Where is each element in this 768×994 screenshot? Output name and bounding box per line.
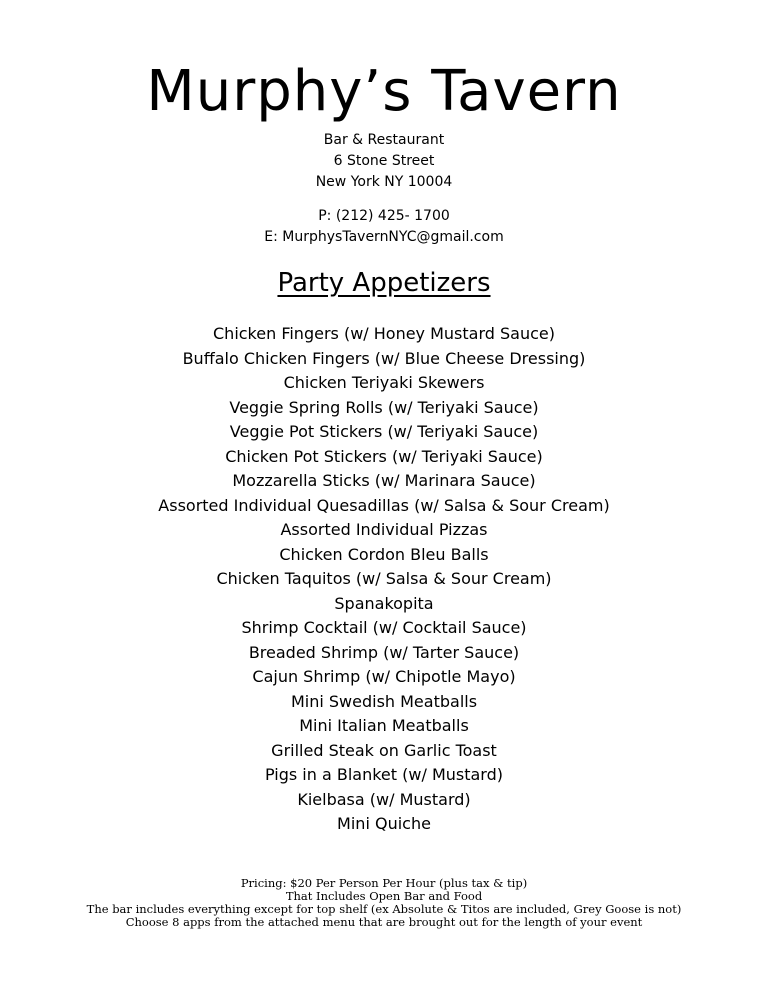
pricing-footer (0, 877, 768, 929)
menu-item: Chicken Fingers (w/ Honey Mustard Sauce) (213, 324, 555, 343)
menu-item: Spanakopita (334, 593, 434, 613)
menu-item: Veggie Spring Rolls (w/ Teriyaki Sauce) (229, 397, 539, 417)
menu-item: Buffalo Chicken Fingers (w/ Blue Cheese Dressing) (182, 348, 586, 368)
menu-item: Assorted Individual Pizzas (280, 520, 488, 539)
section-heading (0, 265, 768, 301)
menu-item: Chicken Teriyaki Skewers (283, 373, 485, 392)
city-address: New York NY 10004 (315, 174, 453, 190)
menu-item: Kielbasa (w/ Mustard) (297, 789, 471, 809)
menu-item: Shrimp Cocktail (w/ Cocktail Sauce) (241, 618, 527, 637)
phone-number: P: (212) 425- 1700 (318, 208, 450, 224)
menu-item: Mini Quiche (337, 814, 431, 833)
restaurant-name: Murphy’s Tavern (146, 59, 622, 124)
menu-item: Breaded Shrimp (w/ Tarter Sauce) (248, 642, 520, 662)
bar-note-line: The bar includes everything except for top shelf (ex Absolute & Titos are included, Grey Goose is not) (86, 902, 682, 916)
address-block (0, 130, 768, 193)
menu-item: Chicken Pot Stickers (w/ Teriyaki Sauce) (225, 446, 543, 466)
contact-block (0, 206, 768, 248)
menu-item: Chicken Cordon Bleu Balls (279, 544, 489, 564)
menu-item: Veggie Pot Stickers (w/ Teriyaki Sauce) (229, 422, 539, 441)
menu-item: Mini Swedish Meatballs (290, 691, 478, 711)
street-address: 6 Stone Street (333, 153, 435, 169)
pricing-line: Pricing: $20 Per Person Per Hour (plus tax & tip) (240, 876, 528, 890)
section-title: Party Appetizers (277, 268, 491, 298)
menu-item: Assorted Individual Quesadillas (w/ Salsa & Sour Cream) (158, 495, 610, 515)
menu-item: Cajun Shrimp (w/ Chipotle Mayo) (252, 667, 516, 686)
email-address: E: MurphysTavernNYC@gmail.com (264, 229, 504, 245)
menu-item: Mini Italian Meatballs (299, 716, 469, 735)
menu-item: Mozzarella Sticks (w/ Marinara Sauce) (232, 471, 536, 490)
includes-line: That Includes Open Bar and Food (285, 889, 483, 903)
appetizer-list (0, 322, 768, 837)
menu-item: Pigs in a Blanket (w/ Mustard) (264, 765, 503, 784)
menu-item: Chicken Taquitos (w/ Salsa & Sour Cream) (216, 569, 552, 588)
apps-note-line: Choose 8 apps from the attached menu that are brought out for the length of your event (125, 915, 643, 929)
restaurant-type: Bar & Restaurant (323, 132, 445, 148)
menu-item: Grilled Steak on Garlic Toast (271, 740, 497, 760)
